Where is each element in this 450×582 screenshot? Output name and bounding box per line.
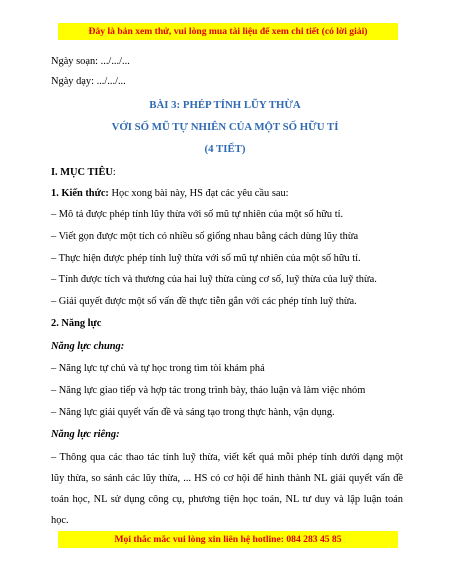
specific-competency-heading: Năng lực riêng: [51, 429, 120, 440]
knowledge-item: – Mô tả được phép tính lũy thừa với số mũ tự nhiên của một số hữu tỉ. [51, 209, 344, 220]
section-objectives-heading [51, 166, 116, 180]
knowledge-item: – Giải quyết được một số vấn đề thực tiễn gắn với các phép tính luỹ thừa. [51, 296, 357, 307]
lesson-subtitle: VỚI SỐ MŨ TỰ NHIÊN CỦA MỘT SỐ HỮU TỈ [111, 121, 339, 133]
specific-competency-text: – Thông qua các thao tác tính luỹ thừa, viết kết quả mỗi phép tính dưới dạng một lũy thừa, so sánh các lũy thừa, ... HS có cơ hội để hình thành NL giải quyết vấn đề toán học, NL sử dụng công cụ, phương tiện học toán, NL tư duy và lập luận toán học. [51, 452, 403, 526]
knowledge-item: – Thực hiện được phép tính luỹ thừa với số mũ tự nhiên của một số hữu tỉ. [51, 253, 361, 264]
competency-heading: 2. Năng lực [51, 318, 102, 329]
general-item: – Năng lực tự chủ và tự học trong tìm tòi khám phá [51, 363, 265, 374]
preview-notice-banner: Đây là bản xem thử, vui lòng mua tài liệu để xem chi tiết (có lời giải) [58, 23, 398, 40]
knowledge-line [51, 187, 289, 201]
general-item: – Năng lực giải quyết vấn đề và sáng tạo trong thực hành, vận dụng. [51, 407, 335, 418]
objectives-label: I. MỤC TIÊU [51, 167, 113, 178]
knowledge-text: Học xong bài này, HS đạt các yêu cầu sau: [108, 188, 289, 199]
teach-date: Ngày dạy: .../.../... [51, 76, 126, 87]
lesson-periods: (4 TIẾT) [204, 143, 246, 155]
prep-date: Ngày soạn: .../.../... [51, 56, 130, 67]
knowledge-label: 1. Kiến thức: [51, 188, 109, 199]
knowledge-item: – Viết gọn được một tích có nhiều số giống nhau bằng cách dùng lũy thừa [51, 231, 359, 242]
hotline-banner: Mọi thắc mắc vui lòng xin liên hệ hotline: 084 283 45 85 [58, 531, 398, 548]
objectives-colon: : [112, 167, 116, 178]
general-competency-heading: Năng lực chung: [51, 341, 125, 352]
general-item: – Năng lực giao tiếp và hợp tác trong trình bày, thảo luận và làm việc nhóm [51, 385, 366, 396]
lesson-title: BÀI 3: PHÉP TÍNH LŨY THỪA [149, 99, 301, 111]
knowledge-item: – Tính được tích và thương của hai luỹ thừa cùng cơ số, luỹ thừa của luỹ thừa. [51, 274, 377, 285]
